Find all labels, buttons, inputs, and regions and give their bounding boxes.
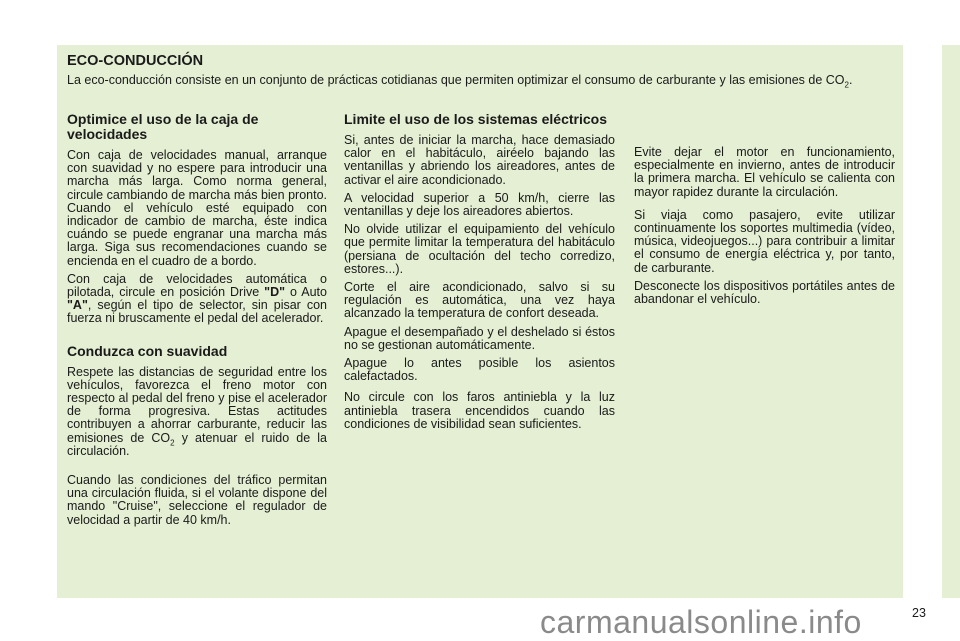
text: Respete las distancias de seguridad entre los vehículos, favorezca el freno motor con respecto al pedal del freno y pise el acelerador de forma progresiva. Estas actitudes contribuyen a ahorrar carburante, reducir las emisiones de CO <box>67 364 327 445</box>
paragraph: Corte el aire acondicionado, salvo si su regulación es automática, una vez haya alcanzado la temperatura de confort deseada. <box>344 280 615 321</box>
paragraph: Si viaja como pasajero, evite utilizar continuamente los soportes multimedia (vídeo, música, videojuegos...) para contribuir a limitar el consumo de energía eléctrica y, por tanto, de carburante. <box>634 207 895 275</box>
paragraph: No circule con los faros antiniebla y la luz antiniebla trasera encendidos cuando las condiciones de visibilidad sean suficientes. <box>344 390 615 431</box>
heading-smooth-driving: Conduzca con suavidad <box>67 342 228 359</box>
heading-electrical: Limite el uso de los sistemas eléctricos <box>344 111 607 127</box>
subscript: 2 <box>170 438 175 448</box>
text: , según el tipo de selector, sin pisar con fuerza ni bruscamente el pedal del acelerador. <box>67 298 327 326</box>
paragraph <box>67 366 327 458</box>
paragraph: A velocidad superior a 50 km/h, cierre las ventanillas y deje los aireadores abiertos. <box>344 190 615 219</box>
heading-gearbox: Optimice el uso de la caja de velocidades <box>67 111 259 142</box>
paragraph: Con caja de velocidades manual, arranque con suavidad y no espere para introducir una marcha más larga. Como norma general, circule cambiando de marcha más bien pronto. Cuando el vehículo esté equipado con indicador de cambio de marcha, éste indica cuándo se puede engranar una marcha más larga. Siga sus recomendaciones cuando se encienda en el cuadro de a bordo. <box>67 148 327 268</box>
column-3 <box>634 146 895 311</box>
paragraph: Desconecte los dispositivos portátiles antes de abandonar el vehículo. <box>634 278 895 307</box>
intro-subscript: 2 <box>844 80 849 90</box>
watermark: carmanualsonline.info <box>540 604 862 640</box>
paragraph: Cuando las condiciones del tráfico permitan una circulación fluida, si el volante dispone del mando "Cruise", seleccione el regulador de velocidad a partir de 40 km/h. <box>67 473 327 527</box>
auto-label: "A" <box>67 298 88 313</box>
paragraph: Evite dejar el motor en funcionamiento, especialmente en invierno, antes de introducir la primera marcha. El vehículo se calienta con mayor rapidez durante la circulación. <box>634 145 895 199</box>
intro-text: La eco-conducción consiste en un conjunto de prácticas cotidianas que permiten optimizar el consumo de carburante y las emisiones de CO <box>67 73 845 87</box>
paragraph: Apague el desempañado y el deshelado si éstos no se gestionan automáticamente. <box>344 324 615 352</box>
text: o Auto <box>285 285 327 300</box>
side-strip <box>942 45 960 598</box>
drive-label: "D" <box>264 285 286 300</box>
page-title: ECO-CONDUCCIÓN <box>67 53 204 69</box>
paragraph: Si, antes de iniciar la marcha, hace demasiado calor en el habitáculo, airéelo bajando las ventanillas y abriendo los aireadores, antes de activar el aire acondicionado. <box>344 133 615 187</box>
page-number: 23 <box>912 606 926 620</box>
text: y atenuar el ruido de la circulación. <box>67 430 328 458</box>
intro-paragraph <box>67 74 895 88</box>
paragraph <box>67 273 327 326</box>
paragraph: Apague lo antes posible los asientos calefactados. <box>344 356 615 384</box>
intro-end: . <box>848 73 853 87</box>
column-1 <box>67 112 327 532</box>
text: Con caja de velocidades automática o pilotada, circule en posición Drive <box>67 271 327 300</box>
column-2 <box>344 112 615 436</box>
paragraph: No olvide utilizar el equipamiento del vehículo que permite limitar la temperatura del habitáculo (persiana de ocultación del techo corredizo, estores...). <box>344 222 615 276</box>
